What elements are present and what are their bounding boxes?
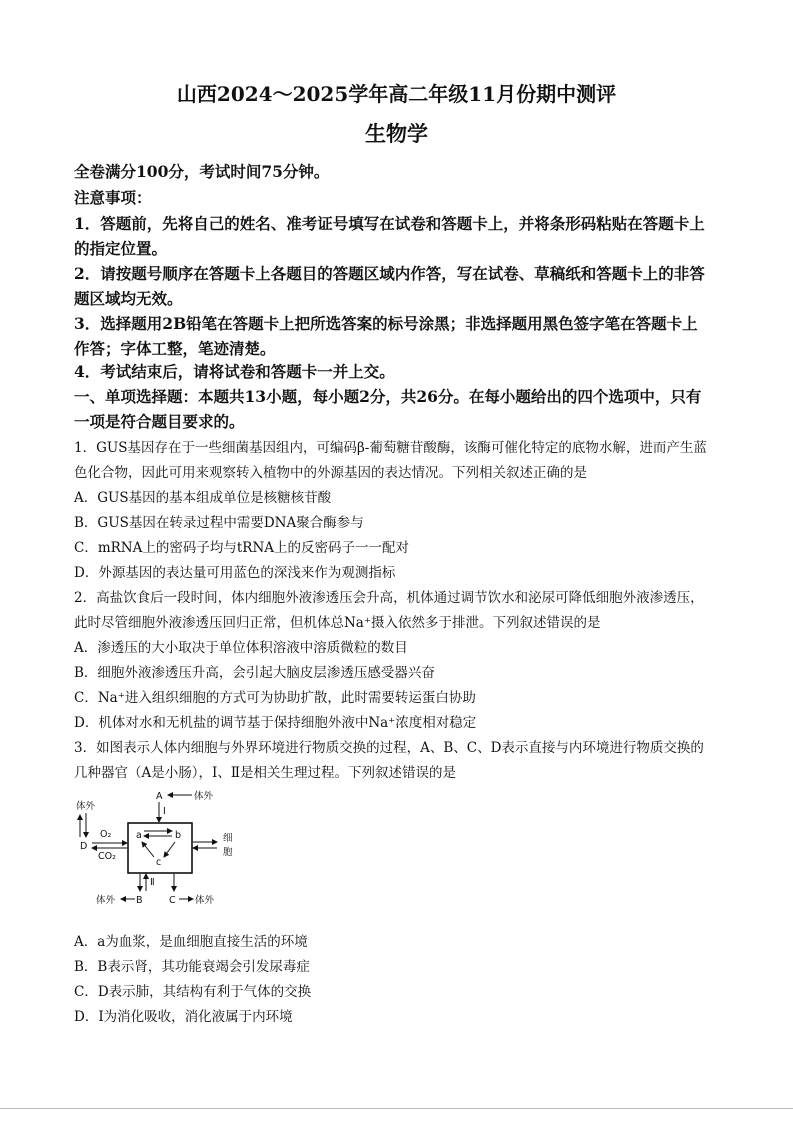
question-2-stem: 2．高盐饮食后一段时间，体内细胞外液渗透压会升高，机体通过调节饮水和泌尿可降低细胞外液渗透压， — [74, 590, 704, 606]
question-2-option: A．渗透压的大小取决于单位体积溶液中溶质微粒的数目 — [74, 640, 408, 656]
question-3-stem: 3．如图表示人体内细胞与外界环境进行物质交换的过程，A、B、C、D表示直接与内环境进行物质交换的 — [74, 740, 704, 756]
question-1-option: A．GUS基因的基本组成单位是核糖核苷酸 — [74, 490, 332, 506]
section-heading: 一、单项选择题：本题共13小题，每小题2分，共26分。在每小题给出的四个选项中，只有 — [74, 387, 702, 406]
label-co2: CO₂ — [98, 851, 116, 862]
note-line: 4．考试结束后，请将试卷和答题卡一并上交。 — [74, 362, 395, 381]
page-bottom-rule — [0, 1108, 793, 1109]
question-3-option: D．Ⅰ为消化吸收，消化液属于内环境 — [74, 1009, 293, 1025]
exchange-diagram — [74, 785, 264, 910]
note-line: 2．请按题号顺序在答题卡上各题目的答题区域内作答，写在试卷、草稿纸和答题卡上的非答 — [74, 264, 705, 283]
question-3-option: B．B表示肾，其功能衰竭会引发尿毒症 — [74, 959, 310, 975]
label-process-I: Ⅰ — [163, 806, 166, 817]
question-3-option: C．D表示肺，其结构有利于气体的交换 — [74, 984, 312, 1000]
question-1-option: B．GUS基因在转录过程中需要DNA聚合酶参与 — [74, 515, 364, 531]
question-1-stem: 色化合物，因此可用来观察转入植物中的外源基因的表达情况。下列相关叙述正确的是 — [74, 465, 587, 481]
question-2-option: C．Na⁺进入组织细胞的方式可为协助扩散，此时需要转运蛋白协助 — [74, 690, 476, 706]
label-o2: O₂ — [100, 829, 112, 840]
note-line: 的指定位置。 — [74, 239, 168, 258]
question-2-stem: 此时尽管细胞外液渗透压回归正常，但机体总Na⁺摄入依然多于排泄。下列叙述错误的是 — [74, 615, 601, 631]
question-1-option: C．mRNA上的密码子均与tRNA上的反密码子一一配对 — [74, 540, 410, 556]
subject-title: 生物学 — [365, 121, 428, 146]
label-b: b — [175, 830, 182, 841]
question-3-option: A．a为血浆，是血细胞直接生活的环境 — [74, 934, 308, 950]
question-2-option: D．机体对水和无机盐的调节基于保持细胞外液中Na⁺浓度相对稳定 — [74, 715, 477, 731]
section-heading: 一项是符合题目要求的。 — [74, 412, 245, 431]
question-1-stem: 1．GUS基因存在于一些细菌基因组内，可编码β-葡萄糖苷酸酶，该酶可催化特定的底物水解，进而产生蓝 — [74, 440, 707, 456]
question-1-option: D．外源基因的表达量可用蓝色的深浅来作为观测指标 — [74, 565, 396, 581]
label-C: C — [169, 895, 176, 906]
label-c: c — [156, 857, 162, 868]
label-D: D — [80, 841, 88, 852]
note-line: 题区域均无效。 — [74, 289, 183, 308]
score-line: 全卷满分100分，考试时间75分钟。 — [74, 162, 330, 181]
label-cell-1: 细 — [223, 833, 233, 844]
note-line: 3．选择题用2B铅笔在答题卡上把所选答案的标号涂黑；非选择题用黑色签字笔在答题卡上 — [74, 314, 698, 333]
label-outside-left: 体外 — [76, 801, 96, 812]
label-process-II: Ⅱ — [150, 877, 155, 888]
label-B: B — [136, 895, 143, 906]
notes-title: 注意事项： — [74, 188, 152, 207]
label-outside-bottom-right: 体外 — [195, 895, 215, 906]
label-outside-top: 体外 — [194, 791, 214, 802]
note-line: 1．答题前，先将自己的姓名、准考证号填写在试卷和答题卡上，并将条形码粘贴在答题卡上 — [74, 214, 705, 233]
question-2-option: B．细胞外液渗透压升高，会引起大脑皮层渗透压感受器兴奋 — [74, 665, 435, 681]
exam-title: 山西2024～2025学年高二年级11月份期中测评 — [176, 82, 617, 106]
label-a: a — [136, 830, 142, 841]
label-cell-2: 胞 — [223, 847, 233, 858]
note-line: 作答；字体工整，笔迹清楚。 — [74, 339, 276, 358]
question-3-stem: 几种器官（A是小肠），Ⅰ、Ⅱ是相关生理过程。下列叙述错误的是 — [74, 765, 457, 781]
label-A: A — [156, 791, 163, 802]
label-outside-bottom-left: 体外 — [96, 895, 116, 906]
